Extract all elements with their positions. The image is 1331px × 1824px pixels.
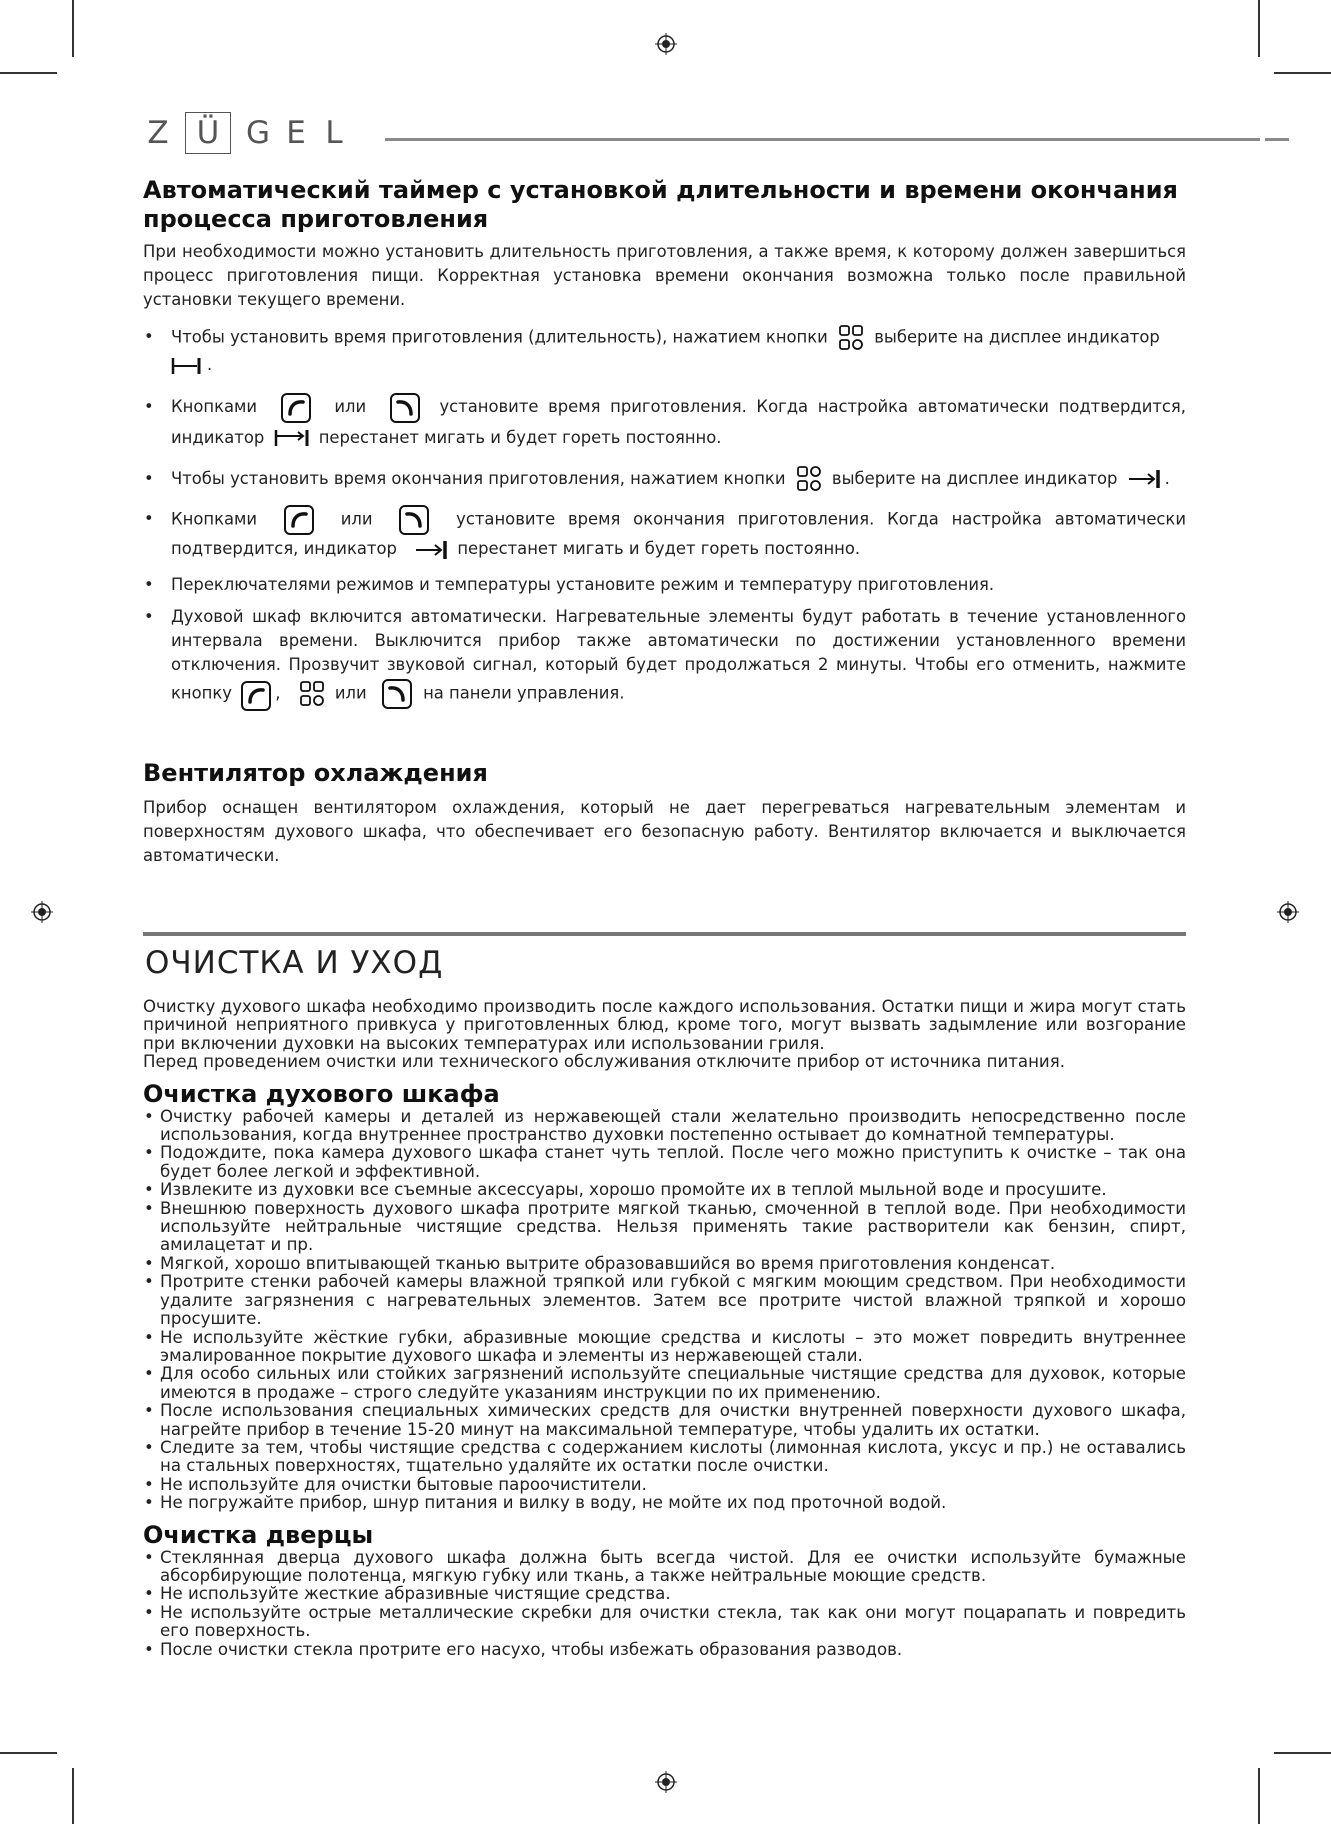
list-item: • Кнопками или установите время окончания приготовления. Когда настройка автоматически подтвердится, индикатор перестанет мигать и будет гореть постоянно. xyxy=(143,505,1186,563)
section-divider xyxy=(143,932,1186,936)
logo-letter: G xyxy=(245,115,271,151)
bullet: • xyxy=(144,327,154,346)
logo-letter: L xyxy=(325,115,343,151)
registration-mark-icon xyxy=(31,901,53,923)
list-item: • Кнопками или установите время приготовления. Когда настройка автоматически подтвердится, индикатор перестанет мигать и будет гореть постоянно. xyxy=(143,392,1186,453)
bullet: • xyxy=(144,509,154,528)
crop-mark xyxy=(1258,1768,1260,1824)
crop-mark xyxy=(0,1752,57,1754)
bullet: • xyxy=(144,575,154,594)
crop-mark xyxy=(0,72,57,74)
logo-letter: Ü xyxy=(185,112,231,154)
oven-cleaning-list xyxy=(143,1108,1186,1513)
list-item: • После очистки стекла протрите его насухо, чтобы избежать образования разводов. xyxy=(144,1639,903,1659)
list-item: • Не погружайте прибор, шнур питания и вилку в воду, не мойте их под проточной водой. xyxy=(144,1493,947,1513)
crop-mark xyxy=(1258,0,1260,57)
minus-button-icon xyxy=(281,393,311,423)
crop-mark xyxy=(72,0,74,57)
crop-mark xyxy=(1274,1752,1331,1754)
registration-mark-icon xyxy=(655,33,677,55)
list-item: • Следите за тем, чтобы чистящие средства с содержанием кислоты (лимонная кислота, уксус и пр.) не оставались на стальных поверхностях, тщательно удаляйте их остатки после очистки. xyxy=(144,1437,1186,1476)
registration-mark-icon xyxy=(655,1771,677,1793)
list-item: • Внешнюю поверхность духового шкафа протрите мягкой тканью, смоченной в теплой воде. При необходимости используйте нейтральные чистящие средства. Нельзя применять такие растворители как бензин, спирт, амилацетат и пр. xyxy=(144,1198,1186,1255)
brand-logo xyxy=(143,112,349,154)
list-item: • Подождите, пока камера духового шкафа станет чуть теплой. После чего можно приступить к очистке – так она будет более легкой и эффективной. xyxy=(144,1143,1186,1181)
page-title: ОЧИСТКА И УХОД xyxy=(145,945,444,981)
subsection-title: Очистка дверцы xyxy=(143,1520,374,1549)
list-item: • Переключателями режимов и температуры установите режим и температуру приготовления. xyxy=(143,573,1186,597)
plus-button-icon xyxy=(382,679,412,709)
menu-grid-icon xyxy=(837,324,865,352)
crop-mark xyxy=(1274,72,1331,74)
minus-button-icon xyxy=(284,505,314,535)
fan-section xyxy=(143,759,1186,868)
list-item: • Чтобы установить время окончания приготовления, нажатием кнопки выберите на дисплее индикатор . xyxy=(143,465,1186,494)
list-item: • Очистку рабочей камеры и деталей из нержавеющей стали желательно производить непосредственно после использования, когда внутреннее пространство духовки постепенно остывает до комнатной температуры. xyxy=(144,1106,1186,1145)
paragraph: Прибор оснащен вентилятором охлаждения, который не дает перегреваться нагревательным элементам и поверхностям духового шкафа, что обеспечивает его безопасную работу. Вентилятор включается и выключается автоматически. xyxy=(143,798,1186,865)
menu-grid-icon xyxy=(298,680,326,708)
header-rule xyxy=(1265,138,1289,141)
list-item: • Стеклянная дверца духового шкафа должна быть всегда чистой. Для ее очистки используйте бумажные абсорбирующие полотенца, мягкую губку или ткань, а также нейтральные моющие средств. xyxy=(144,1547,1186,1585)
section-title: Вентилятор охлаждения xyxy=(143,759,488,787)
duration-indicator-icon xyxy=(171,355,203,377)
list-item: • Для особо сильных или стойких загрязнений используйте специальные чистящие средства для духовок, которые имеются в продаже – строго следуйте указаниям инструкции по их применению. xyxy=(144,1364,1186,1402)
bullet: • xyxy=(144,397,154,416)
plus-button-icon xyxy=(399,505,429,535)
plus-button-icon xyxy=(390,393,420,423)
end-time-indicator-icon xyxy=(414,539,448,561)
end-time-indicator-icon xyxy=(1127,468,1161,490)
subsection-title: Очистка духового шкафа xyxy=(143,1079,500,1108)
list-item: • Духовой шкаф включится автоматически. Нагревательные элементы будут работать в течение установленного интервала времени. Выключится прибор также автоматически по достижении установленного времени отключения. Прозвучит звуковой сигнал, который будет продолжаться 2 минуты. Чтобы его отменить, нажмите кнопку , или на панели управления. xyxy=(143,605,1186,711)
end-time-indicator-icon xyxy=(274,427,310,449)
list-item: • После использования специальных химических средств для очистки внутренней поверхности духового шкафа, нагрейте прибор в течение 15-20 минут на максимальной температуре, чтобы удалить их остатки. xyxy=(144,1401,1186,1439)
paragraph: Очистку духового шкафа необходимо производить после каждого использования. Остатки пищи и жира могут стать причиной неприятного привкуса у приготовленных блюд, кроме того, могут вызвать задымление или возгорание при включении духовки на высоких температурах или использовании гриля. xyxy=(143,997,1186,1053)
list-item: • Не используйте жесткие абразивные чистящие средства. xyxy=(144,1584,671,1604)
list-item: • Не используйте острые металлические скребки для очистки стекла, так как они могут поцарапать и повредить его поверхность. xyxy=(144,1602,1186,1641)
section-title: Автоматический таймер с установкой длительности и времени окончания процесса приготовления xyxy=(143,176,1178,233)
paragraph: Перед проведением очистки или технического обслуживания отключите прибор от источника питания. xyxy=(143,1052,1065,1072)
menu-grid-icon xyxy=(795,465,823,493)
crop-mark xyxy=(72,1768,74,1824)
header-rule xyxy=(385,138,1260,141)
paragraph: При необходимости можно установить длительность приготовления, а также время, к которому должен завершиться процесс приготовления пищи. Корректная установка времени окончания возможна только после правильной установки текущего времени. xyxy=(143,242,1186,309)
list-item: • Чтобы установить время приготовления (длительность), нажатием кнопки выберите на дисплее индикатор . xyxy=(143,324,1186,378)
list-item: • Протрите стенки рабочей камеры влажной тряпкой или губкой с мягким моющим средством. При необходимости удалите загрязнения с нагревательных элементов. Затем все протрите чистой влажной тряпкой и хорошо просушите. xyxy=(144,1272,1186,1329)
bullet: • xyxy=(144,607,154,626)
registration-mark-icon xyxy=(1277,901,1299,923)
minus-button-icon xyxy=(241,681,271,711)
logo-letter: Z xyxy=(147,115,169,151)
list-item: • Не используйте для очистки бытовые пароочистители. xyxy=(144,1474,647,1494)
list-item: • Мягкой, хорошо впитывающей тканью вытрите образовавшийся во время приготовления конденсат. xyxy=(144,1253,1056,1273)
care-section xyxy=(143,998,1186,1659)
door-cleaning-list xyxy=(143,1549,1186,1659)
list-item: • Извлеките из духовки все съемные аксессуары, хорошо промойте их в теплой мыльной воде и просушите. xyxy=(144,1180,1107,1200)
bullet: • xyxy=(144,468,154,488)
timer-section xyxy=(143,176,1186,711)
list-item: • Не используйте жёсткие губки, абразивные моющие средства и кислоты – это может повредить внутреннее эмалированное покрытие духового шкафа и элементы из нержавеющей стали. xyxy=(144,1327,1186,1365)
logo-letter: E xyxy=(286,115,306,151)
